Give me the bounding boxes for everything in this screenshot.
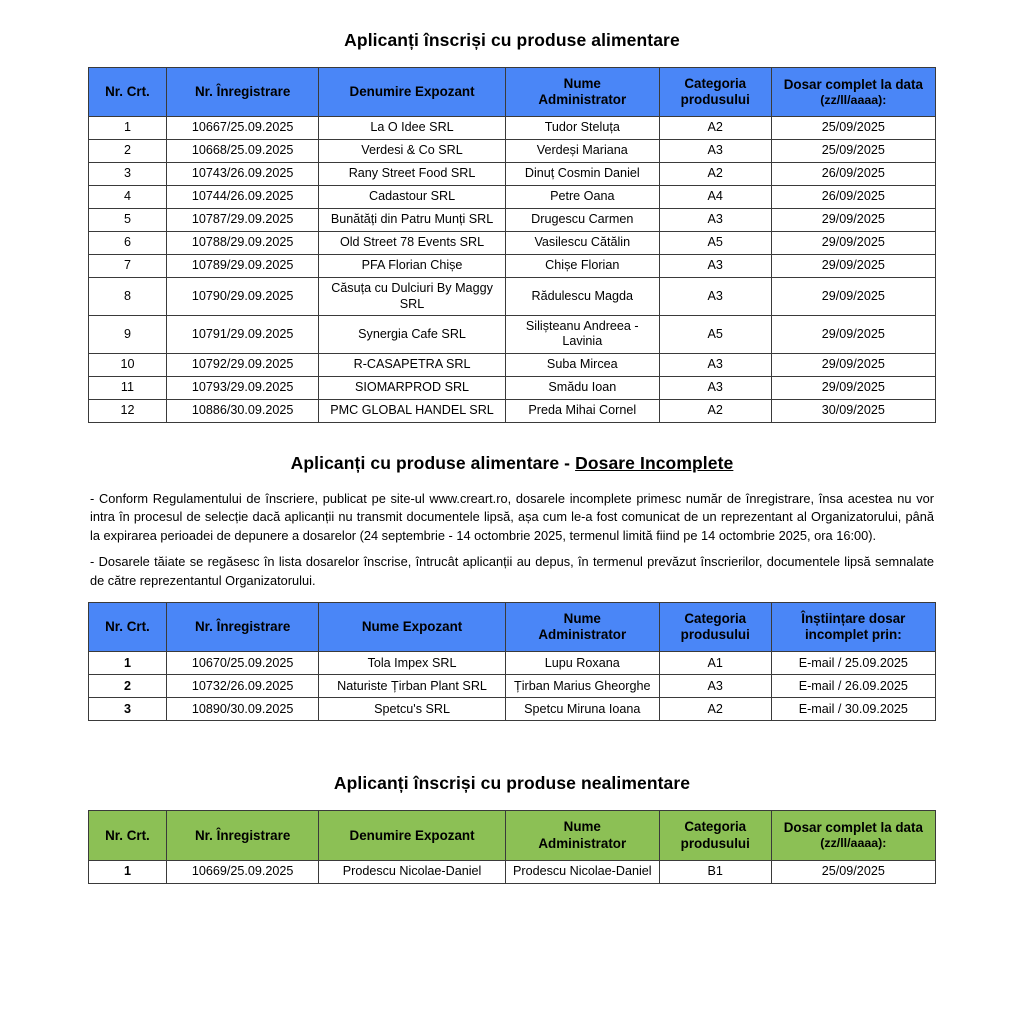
cell-denumire-expozant: PMC GLOBAL HANDEL SRL bbox=[319, 399, 505, 422]
table-aplicanti-nealimentare bbox=[88, 810, 936, 883]
cell-nr-crt: 2 bbox=[89, 140, 167, 163]
cell-nr-inregistrare: 10744/26.09.2025 bbox=[166, 186, 318, 209]
cell-nr-crt: 3 bbox=[89, 163, 167, 186]
column-header-categoria-produsului: Categoria produsului bbox=[659, 68, 771, 117]
cell-denumire-expozant: R-CASAPETRA SRL bbox=[319, 353, 505, 376]
cell-categoria-produsului: A3 bbox=[659, 140, 771, 163]
cell-nr-inregistrare: 10732/26.09.2025 bbox=[166, 675, 318, 698]
cell-nume-administrator: Suba Mircea bbox=[505, 353, 659, 376]
column-header-nume-administrator: Nume Administrator bbox=[505, 68, 659, 117]
cell-nr-inregistrare: 10788/29.09.2025 bbox=[166, 232, 318, 255]
table-header-row bbox=[89, 68, 936, 117]
cell-categoria-produsului: A2 bbox=[659, 117, 771, 140]
cell-dosar: 29/09/2025 bbox=[771, 232, 935, 255]
cell-nume-administrator: Chișe Florian bbox=[505, 255, 659, 278]
cell-denumire-expozant: Tola Impex SRL bbox=[319, 652, 505, 675]
cell-denumire-expozant: Bunătăți din Patru Munți SRL bbox=[319, 209, 505, 232]
page-title-alimentare bbox=[88, 30, 936, 51]
page-title-nealimentare bbox=[88, 773, 936, 794]
cell-denumire-expozant: Spetcu's SRL bbox=[319, 698, 505, 721]
page-title-dosare-incomplete bbox=[88, 453, 936, 474]
table-body-alimentare bbox=[89, 117, 936, 422]
column-header-nr-crt: Nr. Crt. bbox=[89, 811, 167, 860]
cell-nume-administrator: Drugescu Carmen bbox=[505, 209, 659, 232]
table-row bbox=[89, 232, 936, 255]
cell-nume-administrator: Lupu Roxana bbox=[505, 652, 659, 675]
table-row bbox=[89, 163, 936, 186]
column-header-nr-inregistrare: Nr. Înregistrare bbox=[166, 68, 318, 117]
table-row bbox=[89, 399, 936, 422]
cell-nr-inregistrare: 10890/30.09.2025 bbox=[166, 698, 318, 721]
cell-dosar: 25/09/2025 bbox=[771, 860, 935, 883]
cell-denumire-expozant: Synergia Cafe SRL bbox=[319, 315, 505, 353]
cell-nume-administrator: Prodescu Nicolae-Daniel bbox=[505, 860, 659, 883]
cell-categoria-produsului: A5 bbox=[659, 232, 771, 255]
cell-nr-crt: 11 bbox=[89, 376, 167, 399]
cell-dosar: 29/09/2025 bbox=[771, 255, 935, 278]
cell-dosar: 25/09/2025 bbox=[771, 117, 935, 140]
cell-nr-inregistrare: 10670/25.09.2025 bbox=[166, 652, 318, 675]
cell-denumire-expozant: SIOMARPROD SRL bbox=[319, 376, 505, 399]
note-paragraph-2: - Dosarele tăiate se regăsesc în lista dosarelor înscrise, întrucât aplicanții au depus, în termenul prevăzut înscrierilor, documentele lipsă semnalate de către reprezentantul Organizatorului. bbox=[90, 554, 934, 588]
table-dosare-incomplete bbox=[88, 602, 936, 721]
cell-categoria-produsului: A3 bbox=[659, 255, 771, 278]
table-body-incomplete bbox=[89, 652, 936, 721]
cell-nume-administrator: Dinuț Cosmin Daniel bbox=[505, 163, 659, 186]
table-body-nealimentare bbox=[89, 860, 936, 883]
cell-categoria-produsului: A2 bbox=[659, 698, 771, 721]
cell-nr-crt: 1 bbox=[89, 117, 167, 140]
column-header-dosar-complet: Dosar complet la data (zz/ll/aaaa): bbox=[771, 811, 935, 860]
cell-nr-crt: 7 bbox=[89, 255, 167, 278]
table-row bbox=[89, 860, 936, 883]
column-header-dosar-complet: Dosar complet la data (zz/ll/aaaa): bbox=[771, 68, 935, 117]
table-header-row bbox=[89, 811, 936, 860]
cell-denumire-expozant: La O Idee SRL bbox=[319, 117, 505, 140]
cell-categoria-produsului: A4 bbox=[659, 186, 771, 209]
column-header-denumire-expozant: Denumire Expozant bbox=[319, 811, 505, 860]
cell-nume-administrator: Spetcu Miruna Ioana bbox=[505, 698, 659, 721]
cell-nume-administrator: Smădu Ioan bbox=[505, 376, 659, 399]
cell-categoria-produsului: A3 bbox=[659, 209, 771, 232]
cell-nr-inregistrare: 10789/29.09.2025 bbox=[166, 255, 318, 278]
section1-title-text: Aplicanți înscriși cu produse alimentare bbox=[344, 30, 680, 50]
cell-nr-crt: 2 bbox=[89, 675, 167, 698]
table-row bbox=[89, 255, 936, 278]
table-row bbox=[89, 117, 936, 140]
section2-title-underlined: Dosare Incomplete bbox=[575, 452, 734, 473]
cell-nr-crt: 6 bbox=[89, 232, 167, 255]
cell-categoria-produsului: A3 bbox=[659, 353, 771, 376]
column-header-categoria-produsului: Categoria produsului bbox=[659, 811, 771, 860]
cell-nr-inregistrare: 10669/25.09.2025 bbox=[166, 860, 318, 883]
cell-dosar: 30/09/2025 bbox=[771, 399, 935, 422]
cell-denumire-expozant: Naturiste Țirban Plant SRL bbox=[319, 675, 505, 698]
cell-denumire-expozant: Old Street 78 Events SRL bbox=[319, 232, 505, 255]
cell-nr-inregistrare: 10792/29.09.2025 bbox=[166, 353, 318, 376]
column-header-nume-administrator: Nume Administrator bbox=[505, 811, 659, 860]
table-aplicanti-alimentare bbox=[88, 67, 936, 423]
cell-nr-inregistrare: 10791/29.09.2025 bbox=[166, 315, 318, 353]
cell-dosar: 29/09/2025 bbox=[771, 278, 935, 316]
cell-denumire-expozant: Verdesi & Co SRL bbox=[319, 140, 505, 163]
cell-nr-inregistrare: 10793/29.09.2025 bbox=[166, 376, 318, 399]
cell-nr-crt: 3 bbox=[89, 698, 167, 721]
cell-nr-crt: 1 bbox=[89, 860, 167, 883]
table-row bbox=[89, 278, 936, 316]
cell-nr-crt: 10 bbox=[89, 353, 167, 376]
cell-dosar: 29/09/2025 bbox=[771, 353, 935, 376]
cell-categoria-produsului: A5 bbox=[659, 315, 771, 353]
column-header-nume-administrator: Nume Administrator bbox=[505, 603, 659, 652]
table-row bbox=[89, 315, 936, 353]
table-row bbox=[89, 209, 936, 232]
cell-dosar: 26/09/2025 bbox=[771, 186, 935, 209]
cell-dosar: 26/09/2025 bbox=[771, 163, 935, 186]
cell-nr-crt: 8 bbox=[89, 278, 167, 316]
column-header-categoria-produsului: Categoria produsului bbox=[659, 603, 771, 652]
cell-nume-administrator: Vasilescu Cătălin bbox=[505, 232, 659, 255]
cell-denumire-expozant: PFA Florian Chișe bbox=[319, 255, 505, 278]
cell-nume-administrator: Tudor Steluța bbox=[505, 117, 659, 140]
cell-dosar: 29/09/2025 bbox=[771, 376, 935, 399]
cell-nr-inregistrare: 10790/29.09.2025 bbox=[166, 278, 318, 316]
cell-nume-administrator: Preda Mihai Cornel bbox=[505, 399, 659, 422]
table-row bbox=[89, 376, 936, 399]
column-header-denumire-expozant: Denumire Expozant bbox=[319, 68, 505, 117]
cell-nume-administrator: Rădulescu Magda bbox=[505, 278, 659, 316]
table-row bbox=[89, 652, 936, 675]
cell-nr-inregistrare: 10668/25.09.2025 bbox=[166, 140, 318, 163]
section2-title-prefix: Aplicanți cu produse alimentare - bbox=[290, 452, 576, 473]
section3-title-text: Aplicanți înscriși cu produse nealimentare bbox=[333, 773, 691, 794]
cell-categoria-produsului: B1 bbox=[659, 860, 771, 883]
cell-dosar: 29/09/2025 bbox=[771, 315, 935, 353]
cell-nr-inregistrare: 10886/30.09.2025 bbox=[166, 399, 318, 422]
table-row bbox=[89, 675, 936, 698]
cell-denumire-expozant: Prodescu Nicolae-Daniel bbox=[319, 860, 505, 883]
cell-dosar: E-mail / 30.09.2025 bbox=[771, 698, 935, 721]
cell-denumire-expozant: Căsuța cu Dulciuri By Maggy SRL bbox=[319, 278, 505, 316]
column-header-instiintare-dosar: Înștiințare dosar incomplet prin: bbox=[771, 603, 935, 652]
column-header-nume-expozant: Nume Expozant bbox=[319, 603, 505, 652]
table-header-row bbox=[89, 603, 936, 652]
cell-nr-crt: 12 bbox=[89, 399, 167, 422]
table-row bbox=[89, 698, 936, 721]
column-header-nr-crt: Nr. Crt. bbox=[89, 603, 167, 652]
cell-nr-crt: 9 bbox=[89, 315, 167, 353]
cell-categoria-produsului: A3 bbox=[659, 278, 771, 316]
cell-nume-administrator: Țirban Marius Gheorghe bbox=[505, 675, 659, 698]
cell-dosar: 29/09/2025 bbox=[771, 209, 935, 232]
cell-categoria-produsului: A2 bbox=[659, 163, 771, 186]
cell-dosar: E-mail / 25.09.2025 bbox=[771, 652, 935, 675]
cell-categoria-produsului: A1 bbox=[659, 652, 771, 675]
cell-nr-inregistrare: 10667/25.09.2025 bbox=[166, 117, 318, 140]
cell-nr-crt: 1 bbox=[89, 652, 167, 675]
cell-categoria-produsului: A3 bbox=[659, 675, 771, 698]
column-header-nr-inregistrare: Nr. Înregistrare bbox=[166, 603, 318, 652]
column-header-nr-crt: Nr. Crt. bbox=[89, 68, 167, 117]
cell-nume-administrator: Verdeși Mariana bbox=[505, 140, 659, 163]
cell-dosar: E-mail / 26.09.2025 bbox=[771, 675, 935, 698]
cell-nr-inregistrare: 10787/29.09.2025 bbox=[166, 209, 318, 232]
cell-nr-crt: 4 bbox=[89, 186, 167, 209]
note-paragraph-1: - Conform Regulamentului de înscriere, publicat pe site-ul www.creart.ro, dosarele incomplete primesc număr de înregistrare, însa acestea nu vor intra în procesul de selecție dacă aplicanții nu transmit documentele lipsă, așa cum le-a fost comunicat de un reprezentant al Organizatorului, până la expirarea perioadei de depunere a dosarelor (24 septembrie - 14 octombrie 2025, termenul limită fiind pe 14 octombrie 2025, ora 16:00). bbox=[90, 490, 934, 543]
column-header-nr-inregistrare: Nr. Înregistrare bbox=[166, 811, 318, 860]
cell-nume-administrator: Silișteanu Andreea - Lavinia bbox=[505, 315, 659, 353]
notes-block bbox=[88, 490, 936, 591]
cell-nr-inregistrare: 10743/26.09.2025 bbox=[166, 163, 318, 186]
cell-nr-crt: 5 bbox=[89, 209, 167, 232]
cell-categoria-produsului: A2 bbox=[659, 399, 771, 422]
cell-denumire-expozant: Cadastour SRL bbox=[319, 186, 505, 209]
cell-dosar: 25/09/2025 bbox=[771, 140, 935, 163]
table-row bbox=[89, 140, 936, 163]
cell-denumire-expozant: Rany Street Food SRL bbox=[319, 163, 505, 186]
table-row bbox=[89, 353, 936, 376]
cell-nume-administrator: Petre Oana bbox=[505, 186, 659, 209]
cell-categoria-produsului: A3 bbox=[659, 376, 771, 399]
table-row bbox=[89, 186, 936, 209]
